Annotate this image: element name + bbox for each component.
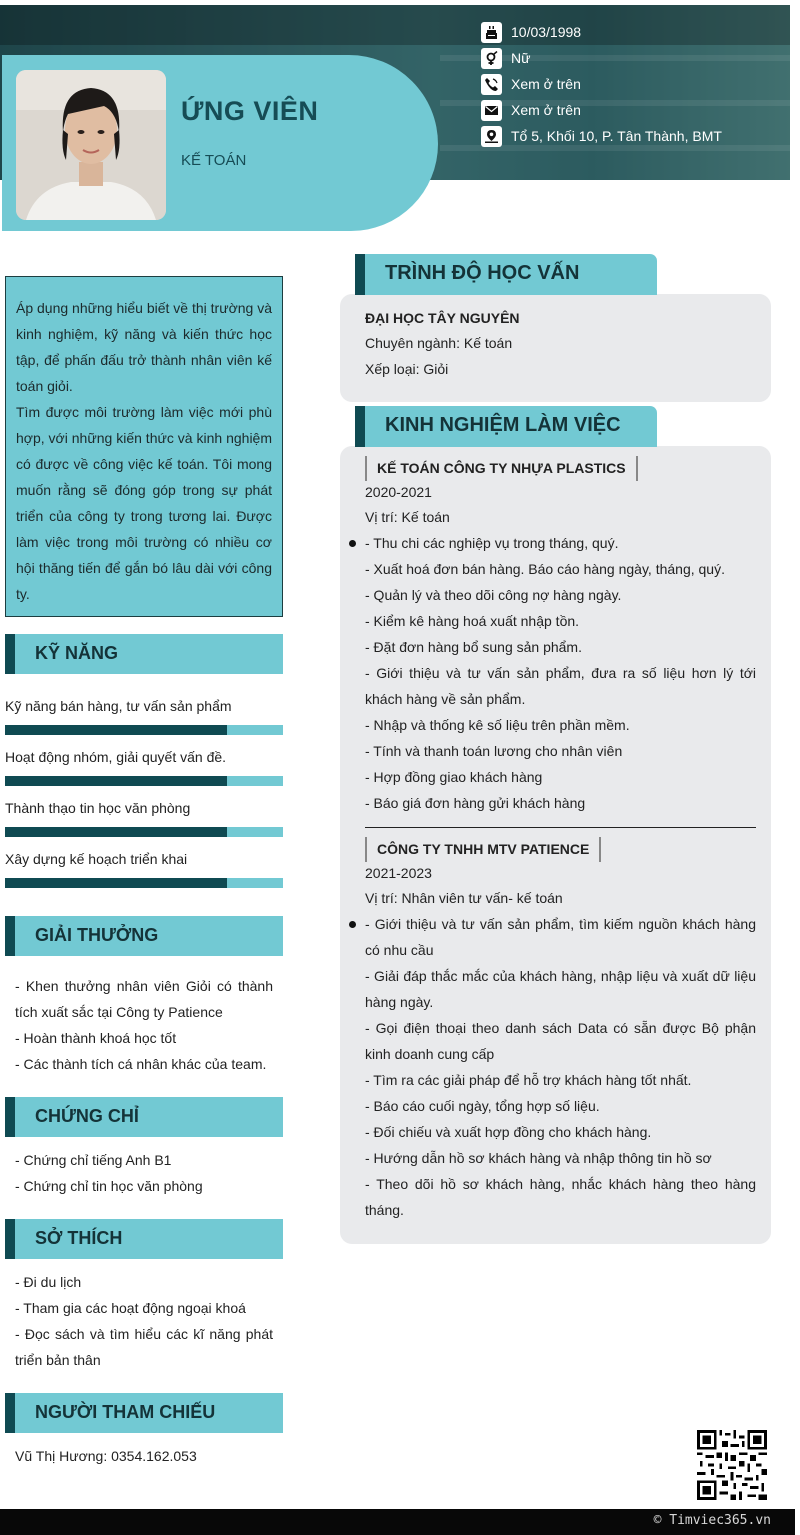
education-heading xyxy=(355,254,657,295)
duty-item: - Gọi điện thoại theo danh sách Data có sẵn được Bộ phận kinh doanh cung cấp xyxy=(365,1020,756,1062)
phone-icon xyxy=(481,74,502,95)
duty-item: - Theo dõi hồ sơ khách hàng, nhắc khách hàng theo hàng tháng. xyxy=(365,1176,756,1218)
skills-title: KỸ NĂNG xyxy=(35,643,119,663)
job-company: CÔNG TY TNHH MTV PATIENCE xyxy=(365,837,601,862)
duty-item: - Tìm ra các giải pháp để hỗ trợ khách hàng tốt nhất. xyxy=(365,1072,692,1088)
job-duties xyxy=(365,530,756,816)
avatar-photo xyxy=(16,70,166,220)
duty-item: - Hướng dẫn hồ sơ khách hàng và nhập thông tin hồ sơ xyxy=(365,1150,712,1166)
info-phone xyxy=(481,71,722,97)
experience-title: KINH NGHIỆM LÀM VIỆC xyxy=(385,414,621,436)
certificate-item: - Chứng chỉ tiếng Anh B1 xyxy=(15,1152,172,1168)
skill-bar-fill xyxy=(5,776,227,786)
footer-bar xyxy=(0,1509,795,1535)
personal-info xyxy=(481,19,722,149)
job-position: Vị trí: Kế toán xyxy=(365,509,450,525)
skill-bar xyxy=(5,725,283,735)
duty-item: - Giới thiệu và tư vấn sản phẩm, đưa ra số liệu hơn lý tới khách hàng về sản phẩm. xyxy=(365,665,756,707)
birthday-text: 10/03/1998 xyxy=(511,24,582,40)
job-position: Vị trí: Nhân viên tư vấn- kế toán xyxy=(365,890,563,906)
skill-bar xyxy=(5,878,283,888)
job-title: KẾ TOÁN xyxy=(181,152,247,169)
job-period: 2020-2021 xyxy=(365,484,432,500)
gender-text: Nữ xyxy=(511,50,531,66)
job-divider xyxy=(365,827,756,828)
hobbies-heading xyxy=(5,1219,283,1259)
email-icon xyxy=(481,100,502,121)
footer-watermark: © Timviec365.vn xyxy=(653,1513,771,1528)
duty-item: - Giới thiệu và tư vấn sản phẩm, tìm kiếm nguồn khách hàng có nhu cầu xyxy=(365,916,756,958)
duty-item: - Xuất hoá đơn bán hàng. Báo cáo hàng ngày, tháng, quý. xyxy=(365,561,725,577)
skills-heading xyxy=(5,634,283,674)
gender-icon xyxy=(481,48,502,69)
experience-panel xyxy=(340,446,771,1244)
hobby-item: - Đi du lịch xyxy=(15,1274,82,1290)
education-grade: Xếp loại: Giỏi xyxy=(365,361,449,377)
skill-label: Xây dựng kế hoạch triển khai xyxy=(5,851,188,867)
duty-item: - Nhập và thống kê số liệu trên phần mềm. xyxy=(365,717,630,733)
email-text[interactable]: Xem ở trên xyxy=(511,102,581,118)
job-company: KẾ TOÁN CÔNG TY NHỰA PLASTICS xyxy=(365,456,638,481)
references-title: NGƯỜI THAM CHIẾU xyxy=(35,1402,216,1422)
job-duties xyxy=(365,911,756,1223)
award-item: - Khen thưởng nhân viên Giỏi có thành tích xuất sắc tại Công ty Patience xyxy=(15,978,273,1020)
bullet-icon xyxy=(349,540,356,547)
objective-paragraph-2: Tìm được môi trường làm việc mới phù hợp, với những kiến thức và kinh nghiệm có được về công việc kế toán. Tôi mong muốn rằng sẽ đóng góp trong sự phát triển của công ty trong tương lai. Được làm việc trong môi trường có nhiều cơ hội thăng tiến để gắn bó lâu dài với công ty. xyxy=(16,404,272,602)
duty-item: - Giải đáp thắc mắc của khách hàng, nhập liệu và xuất dữ liệu hàng ngày. xyxy=(365,968,756,1010)
skill-bar-fill xyxy=(5,725,227,735)
skill-bar xyxy=(5,827,283,837)
skill-bar xyxy=(5,776,283,786)
education-major: Chuyên ngành: Kế toán xyxy=(365,335,513,351)
duty-item: - Đặt đơn hàng bổ sung sản phẩm. xyxy=(365,639,582,655)
duty-item: - Kiểm kê hàng hoá xuất nhập tồn. xyxy=(365,613,580,629)
references-list xyxy=(15,1443,273,1469)
award-item: - Hoàn thành khoá học tốt xyxy=(15,1030,177,1046)
info-birthday xyxy=(481,19,722,45)
info-gender xyxy=(481,45,722,71)
qr-code-icon xyxy=(697,1430,767,1500)
certificate-item: - Chứng chỉ tin học văn phòng xyxy=(15,1178,203,1194)
candidate-name: ỨNG VIÊN xyxy=(181,96,319,126)
references-heading xyxy=(5,1393,283,1433)
award-item: - Các thành tích cá nhân khác của team. xyxy=(15,1056,267,1072)
duty-item: - Quản lý và theo dõi công nợ hàng ngày. xyxy=(365,587,622,603)
info-email xyxy=(481,97,722,123)
duty-item: - Báo cáo cuối ngày, tổng hợp số liệu. xyxy=(365,1098,600,1114)
info-address xyxy=(481,123,722,149)
skill-label: Kỹ năng bán hàng, tư vấn sản phẩm xyxy=(5,698,232,714)
certificates-title: CHỨNG CHỈ xyxy=(35,1106,139,1126)
hobbies-list xyxy=(15,1269,273,1373)
skill-bar-fill xyxy=(5,878,227,888)
certificates-list xyxy=(15,1147,273,1199)
address-text: Tổ 5, Khối 10, P. Tân Thành, BMT xyxy=(511,128,722,144)
school-name: ĐẠI HỌC TÂY NGUYÊN xyxy=(365,310,520,326)
duty-item: - Thu chi các nghiệp vụ trong tháng, quý. xyxy=(365,535,619,551)
hobbies-title: SỞ THÍCH xyxy=(35,1228,123,1248)
reference-item: Vũ Thị Hương: 0354.162.053 xyxy=(15,1448,197,1464)
duty-item: - Đối chiếu và xuất hợp đồng cho khách hàng. xyxy=(365,1124,652,1140)
awards-title: GIẢI THƯỞNG xyxy=(35,925,159,945)
hobby-item: - Tham gia các hoạt động ngoại khoá xyxy=(15,1300,246,1316)
objective-paragraph-1: Áp dụng những hiểu biết về thị trường và kinh nghiệm, kỹ năng và kiến thức học tập, để phấn đấu trở thành nhân viên kế toán giỏi. xyxy=(16,300,272,394)
skill-bar-fill xyxy=(5,827,227,837)
certificates-heading xyxy=(5,1097,283,1137)
hobby-item: - Đọc sách và tìm hiểu các kĩ năng phát triển bản thân xyxy=(15,1326,273,1368)
skill-label: Thành thạo tin học văn phòng xyxy=(5,800,191,816)
phone-text[interactable]: Xem ở trên xyxy=(511,76,581,92)
duty-item: - Hợp đồng giao khách hàng xyxy=(365,769,543,785)
awards-heading xyxy=(5,916,283,956)
awards-list xyxy=(15,973,273,1077)
experience-heading xyxy=(355,406,657,447)
duty-item: - Báo giá đơn hàng gửi khách hàng xyxy=(365,795,586,811)
career-objective xyxy=(5,276,283,617)
birthday-cake-icon xyxy=(481,22,502,43)
skill-label: Hoạt động nhóm, giải quyết vấn đề. xyxy=(5,749,227,765)
duty-item: - Tính và thanh toán lương cho nhân viên xyxy=(365,743,623,759)
job-period: 2021-2023 xyxy=(365,865,432,881)
education-panel xyxy=(340,294,771,402)
bullet-icon xyxy=(349,921,356,928)
education-title: TRÌNH ĐỘ HỌC VẤN xyxy=(385,262,580,284)
location-pin-icon xyxy=(481,126,502,147)
